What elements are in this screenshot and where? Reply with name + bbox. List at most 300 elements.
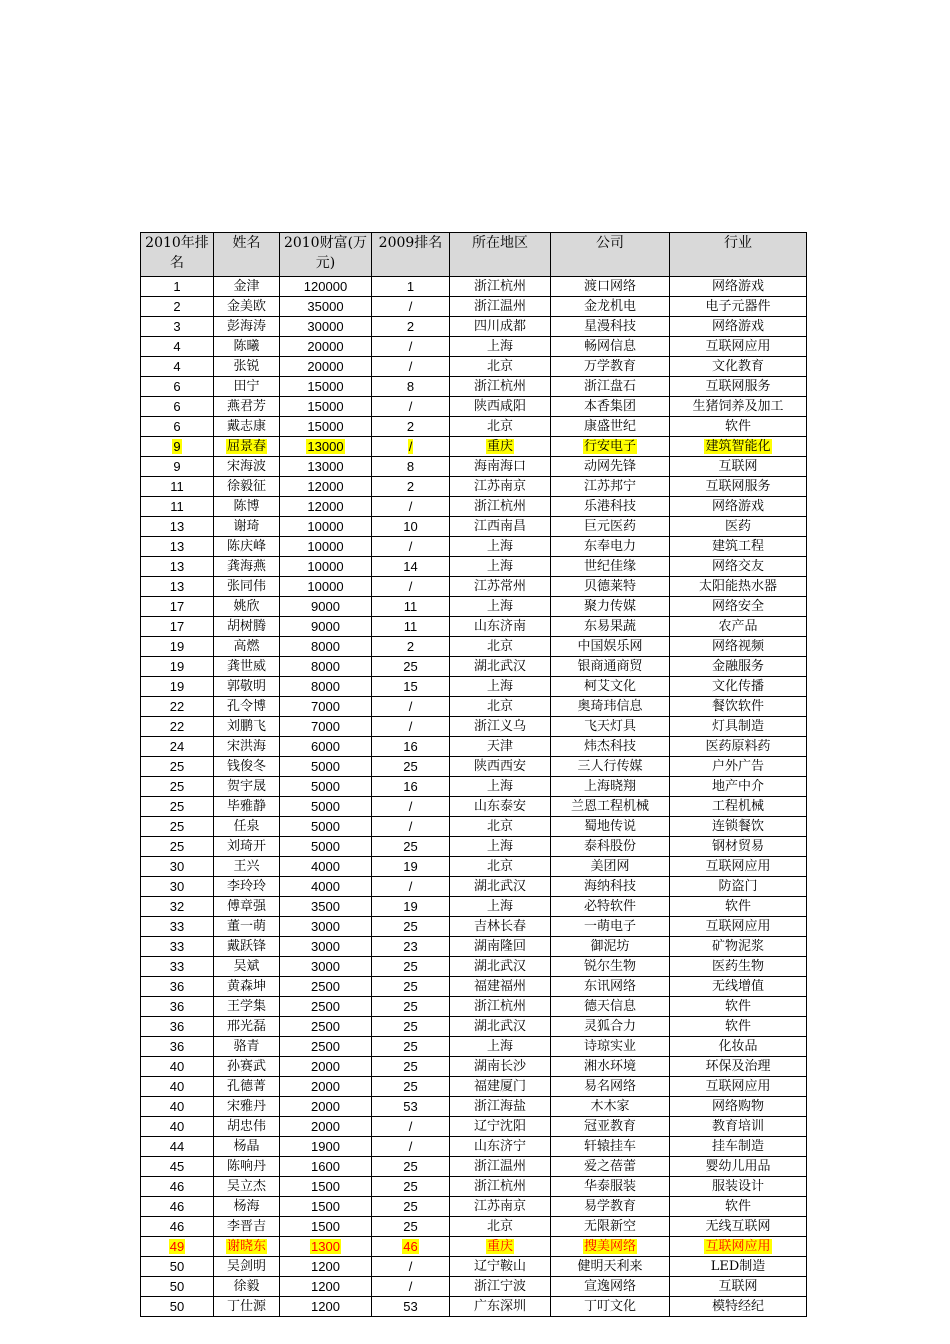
industry-cell: 互联网服务 [670, 477, 807, 497]
rank-2010-cell: 33 [141, 957, 214, 977]
region-cell: 辽宁鞍山 [450, 1257, 551, 1277]
industry-cell [670, 437, 807, 457]
table-row [141, 1017, 807, 1037]
wealth-cell: 2500 [280, 1017, 372, 1037]
rank-2009-cell: / [372, 397, 450, 417]
industry-cell: 环保及治理 [670, 1057, 807, 1077]
rank-2009-cell: / [372, 877, 450, 897]
rank-2010-cell: 33 [141, 937, 214, 957]
name-cell: 陈响丹 [214, 1157, 280, 1177]
rank-2009-cell: 19 [372, 897, 450, 917]
rank-2009-cell: 25 [372, 1197, 450, 1217]
rank-2009-cell: 25 [372, 1017, 450, 1037]
name-cell: 刘鹏飞 [214, 717, 280, 737]
name-cell: 金美欧 [214, 297, 280, 317]
wealth-cell: 2000 [280, 1057, 372, 1077]
wealth-cell: 5000 [280, 817, 372, 837]
rank-2009-cell: / [372, 497, 450, 517]
industry-cell: 电子元器件 [670, 297, 807, 317]
rank-2009-cell: / [372, 357, 450, 377]
company-cell: 炜杰科技 [551, 737, 670, 757]
name-cell: 陈博 [214, 497, 280, 517]
wealth-cell: 3000 [280, 957, 372, 977]
industry-cell: 金融服务 [670, 657, 807, 677]
rank-2009-cell [372, 437, 450, 457]
table-row [141, 1097, 807, 1117]
company-cell: 蜀地传说 [551, 817, 670, 837]
name-cell: 傅章强 [214, 897, 280, 917]
region-cell: 湖北武汉 [450, 1017, 551, 1037]
table-row [141, 957, 807, 977]
name-cell: 郭敬明 [214, 677, 280, 697]
name-cell: 吴剑明 [214, 1257, 280, 1277]
industry-cell: 软件 [670, 897, 807, 917]
region-cell: 湖北武汉 [450, 957, 551, 977]
region-cell: 上海 [450, 837, 551, 857]
rank-2009-cell: 25 [372, 1057, 450, 1077]
rank-2010-cell: 2 [141, 297, 214, 317]
rank-2010-cell: 4 [141, 357, 214, 377]
rank-2009-cell: 2 [372, 417, 450, 437]
header-wealth-2010: 2010财富(万元) [280, 233, 372, 277]
rank-2010-cell: 36 [141, 997, 214, 1017]
company-cell: 无限新空 [551, 1217, 670, 1237]
rank-2009-cell: 15 [372, 677, 450, 697]
region-cell: 浙江杭州 [450, 1177, 551, 1197]
company-cell: 渡口网络 [551, 277, 670, 297]
rank-2009-cell: 11 [372, 597, 450, 617]
rank-2010-cell: 25 [141, 837, 214, 857]
table-row [141, 277, 807, 297]
region-cell: 广东深圳 [450, 1297, 551, 1317]
industry-cell: 地产中介 [670, 777, 807, 797]
industry-cell: 连锁餐饮 [670, 817, 807, 837]
wealth-cell: 15000 [280, 377, 372, 397]
company-cell: 德天信息 [551, 997, 670, 1017]
company-cell [551, 1237, 670, 1257]
name-cell: 刘琦开 [214, 837, 280, 857]
rank-2010-cell: 4 [141, 337, 214, 357]
industry-cell: 互联网应用 [670, 857, 807, 877]
rank-2009-cell: / [372, 817, 450, 837]
table-row [141, 677, 807, 697]
rank-2010-cell: 46 [141, 1197, 214, 1217]
rank-2010-cell: 25 [141, 757, 214, 777]
wealth-cell: 7000 [280, 697, 372, 717]
rank-2009-cell: 53 [372, 1297, 450, 1317]
name-cell: 黄森坤 [214, 977, 280, 997]
rank-2009-cell: / [372, 717, 450, 737]
highlighted-text: 重庆 [486, 1239, 513, 1254]
industry-cell: 互联网应用 [670, 337, 807, 357]
wealth-cell: 4000 [280, 877, 372, 897]
industry-cell: 模特经纪 [670, 1297, 807, 1317]
industry-cell: 医药 [670, 517, 807, 537]
industry-cell: 软件 [670, 997, 807, 1017]
rank-2009-cell: 25 [372, 657, 450, 677]
industry-cell: 建筑工程 [670, 537, 807, 557]
name-cell [214, 437, 280, 457]
name-cell: 毕雅静 [214, 797, 280, 817]
company-cell: 三人行传媒 [551, 757, 670, 777]
region-cell: 浙江义乌 [450, 717, 551, 737]
region-cell: 海南海口 [450, 457, 551, 477]
wealth-cell: 5000 [280, 837, 372, 857]
name-cell: 田宁 [214, 377, 280, 397]
rank-2010-cell: 46 [141, 1177, 214, 1197]
name-cell: 龚世威 [214, 657, 280, 677]
industry-cell: 矿物泥浆 [670, 937, 807, 957]
industry-cell: LED制造 [670, 1257, 807, 1277]
wealth-cell: 7000 [280, 717, 372, 737]
company-cell: 健明天利来 [551, 1257, 670, 1277]
company-cell: 丁叮文化 [551, 1297, 670, 1317]
wealth-cell: 9000 [280, 617, 372, 637]
region-cell: 陕西西安 [450, 757, 551, 777]
region-cell: 上海 [450, 777, 551, 797]
company-cell: 御泥坊 [551, 937, 670, 957]
industry-cell: 服装设计 [670, 1177, 807, 1197]
industry-cell: 医药原料药 [670, 737, 807, 757]
table-row [141, 757, 807, 777]
rank-2010-cell: 19 [141, 657, 214, 677]
rank-2009-cell: 25 [372, 997, 450, 1017]
wealth-cell: 1900 [280, 1137, 372, 1157]
rank-2010-cell: 36 [141, 1017, 214, 1037]
industry-cell: 钢材贸易 [670, 837, 807, 857]
region-cell: 北京 [450, 857, 551, 877]
rank-2010-cell: 46 [141, 1217, 214, 1237]
company-cell: 江苏邦宁 [551, 477, 670, 497]
wealth-cell: 12000 [280, 477, 372, 497]
industry-cell [670, 1237, 807, 1257]
highlighted-text: 1300 [311, 1239, 340, 1254]
rank-2009-cell: / [372, 797, 450, 817]
name-cell: 金津 [214, 277, 280, 297]
wealth-cell: 1200 [280, 1297, 372, 1317]
industry-cell: 农产品 [670, 617, 807, 637]
region-cell: 福建厦门 [450, 1077, 551, 1097]
wealth-cell: 10000 [280, 517, 372, 537]
wealth-cell: 1200 [280, 1277, 372, 1297]
company-cell: 一萌电子 [551, 917, 670, 937]
rank-2010-cell: 6 [141, 417, 214, 437]
region-cell: 湖北武汉 [450, 657, 551, 677]
name-cell: 任泉 [214, 817, 280, 837]
region-cell: 湖北武汉 [450, 877, 551, 897]
rank-2009-cell: 16 [372, 777, 450, 797]
region-cell: 上海 [450, 537, 551, 557]
wealth-cell: 1500 [280, 1197, 372, 1217]
wealth-cell: 15000 [280, 397, 372, 417]
name-cell: 吴立杰 [214, 1177, 280, 1197]
region-cell: 北京 [450, 697, 551, 717]
wealth-cell: 8000 [280, 657, 372, 677]
name-cell: 宋雅丹 [214, 1097, 280, 1117]
region-cell: 陕西咸阳 [450, 397, 551, 417]
industry-cell: 互联网服务 [670, 377, 807, 397]
table-row [141, 897, 807, 917]
rank-2010-cell: 19 [141, 637, 214, 657]
rank-2010-cell: 25 [141, 777, 214, 797]
rank-2010-cell: 30 [141, 857, 214, 877]
highlighted-text: 49 [169, 1239, 185, 1254]
name-cell: 孙赛武 [214, 1057, 280, 1077]
name-cell: 徐毅征 [214, 477, 280, 497]
wealth-cell: 3500 [280, 897, 372, 917]
name-cell: 李晋吉 [214, 1217, 280, 1237]
industry-cell: 灯具制造 [670, 717, 807, 737]
rank-2009-cell: / [372, 697, 450, 717]
name-cell: 姚欣 [214, 597, 280, 617]
company-cell: 美团网 [551, 857, 670, 877]
rank-2010-cell: 13 [141, 517, 214, 537]
rank-2010-cell: 36 [141, 1037, 214, 1057]
name-cell: 李玲玲 [214, 877, 280, 897]
header-region: 所在地区 [450, 233, 551, 277]
region-cell: 浙江温州 [450, 297, 551, 317]
table-row [141, 737, 807, 757]
company-cell: 星漫科技 [551, 317, 670, 337]
header-rank-2009: 2009排名 [372, 233, 450, 277]
rank-2009-cell: / [372, 537, 450, 557]
name-cell: 胡树腾 [214, 617, 280, 637]
rank-2010-cell: 22 [141, 697, 214, 717]
region-cell: 天津 [450, 737, 551, 757]
rank-2010-cell: 6 [141, 377, 214, 397]
rank-2009-cell: 2 [372, 637, 450, 657]
name-cell: 董一萌 [214, 917, 280, 937]
rank-2009-cell: 25 [372, 1177, 450, 1197]
rank-2010-cell: 13 [141, 577, 214, 597]
rank-2010-cell: 13 [141, 557, 214, 577]
company-cell: 海纳科技 [551, 877, 670, 897]
table-row [141, 1197, 807, 1217]
region-cell: 上海 [450, 677, 551, 697]
company-cell: 浙江盘石 [551, 377, 670, 397]
industry-cell: 互联网应用 [670, 917, 807, 937]
industry-cell: 医药生物 [670, 957, 807, 977]
highlighted-text: 互联网应用 [705, 1239, 771, 1254]
header-company: 公司 [551, 233, 670, 277]
industry-cell: 工程机械 [670, 797, 807, 817]
name-cell: 王兴 [214, 857, 280, 877]
wealth-cell: 5000 [280, 797, 372, 817]
rank-2010-cell: 19 [141, 677, 214, 697]
region-cell: 北京 [450, 357, 551, 377]
company-cell: 轩辕挂车 [551, 1137, 670, 1157]
region-cell: 江苏南京 [450, 477, 551, 497]
table-row [141, 477, 807, 497]
table-row [141, 837, 807, 857]
rank-2009-cell: 11 [372, 617, 450, 637]
company-cell: 东易果蔬 [551, 617, 670, 637]
region-cell: 四川成都 [450, 317, 551, 337]
table-row [141, 457, 807, 477]
region-cell: 浙江温州 [450, 1157, 551, 1177]
company-cell: 湘水环境 [551, 1057, 670, 1077]
name-cell: 杨海 [214, 1197, 280, 1217]
region-cell: 江西南昌 [450, 517, 551, 537]
table-row [141, 617, 807, 637]
name-cell: 高燃 [214, 637, 280, 657]
company-cell: 灵狐合力 [551, 1017, 670, 1037]
header-rank-2010: 2010年排名 [141, 233, 214, 277]
name-cell: 谢琦 [214, 517, 280, 537]
table-row [141, 1157, 807, 1177]
company-cell: 银商通商贸 [551, 657, 670, 677]
rank-2010-cell: 40 [141, 1097, 214, 1117]
region-cell: 北京 [450, 817, 551, 837]
rank-2009-cell: / [372, 1117, 450, 1137]
table-row [141, 1217, 807, 1237]
wealth-cell: 1200 [280, 1257, 372, 1277]
highlighted-text: 谢晓东 [226, 1239, 266, 1254]
region-cell: 浙江杭州 [450, 277, 551, 297]
company-cell: 万学教育 [551, 357, 670, 377]
wealth-cell: 5000 [280, 777, 372, 797]
region-cell: 上海 [450, 557, 551, 577]
rank-2010-cell: 45 [141, 1157, 214, 1177]
company-cell: 易学教育 [551, 1197, 670, 1217]
wealth-cell: 13000 [280, 457, 372, 477]
company-cell [551, 437, 670, 457]
table-row [141, 597, 807, 617]
table-row [141, 1297, 807, 1317]
rank-2010-cell [141, 437, 214, 457]
highlighted-text: 行安电子 [583, 439, 636, 454]
company-cell: 兰恩工程机械 [551, 797, 670, 817]
rank-2009-cell: / [372, 297, 450, 317]
region-cell: 浙江杭州 [450, 377, 551, 397]
industry-cell: 互联网应用 [670, 1077, 807, 1097]
table-row [141, 1257, 807, 1277]
rank-2009-cell: 2 [372, 317, 450, 337]
table-row [141, 337, 807, 357]
table-row [141, 377, 807, 397]
industry-cell: 网络游戏 [670, 497, 807, 517]
region-cell: 山东济南 [450, 617, 551, 637]
company-cell: 中国娱乐网 [551, 637, 670, 657]
region-cell: 浙江宁波 [450, 1277, 551, 1297]
industry-cell: 互联网 [670, 457, 807, 477]
rank-2010-cell [141, 1237, 214, 1257]
table-row [141, 697, 807, 717]
industry-cell: 文化教育 [670, 357, 807, 377]
wealth-cell: 1600 [280, 1157, 372, 1177]
rank-2010-cell: 40 [141, 1117, 214, 1137]
name-cell: 杨晶 [214, 1137, 280, 1157]
wealth-cell: 2000 [280, 1077, 372, 1097]
table-row [141, 797, 807, 817]
region-cell: 山东泰安 [450, 797, 551, 817]
rank-2010-cell: 17 [141, 597, 214, 617]
rank-2010-cell: 30 [141, 877, 214, 897]
header-name: 姓名 [214, 233, 280, 277]
rank-2009-cell: / [372, 337, 450, 357]
wealth-cell: 6000 [280, 737, 372, 757]
company-cell: 上海晓翔 [551, 777, 670, 797]
region-cell: 吉林长春 [450, 917, 551, 937]
company-cell: 贝德莱特 [551, 577, 670, 597]
region-cell: 福建福州 [450, 977, 551, 997]
rank-2010-cell: 11 [141, 497, 214, 517]
table-row [141, 717, 807, 737]
table-row [141, 1117, 807, 1137]
wealth-cell: 3000 [280, 937, 372, 957]
table-row [141, 497, 807, 517]
table-row [141, 937, 807, 957]
region-cell [450, 1237, 551, 1257]
name-cell: 彭海涛 [214, 317, 280, 337]
company-cell: 世纪佳缘 [551, 557, 670, 577]
industry-cell: 软件 [670, 1197, 807, 1217]
rank-2009-cell: 25 [372, 1037, 450, 1057]
table-row [141, 517, 807, 537]
table-row [141, 537, 807, 557]
wealth-cell: 5000 [280, 757, 372, 777]
region-cell: 北京 [450, 637, 551, 657]
rank-2010-cell: 33 [141, 917, 214, 937]
wealth-cell: 4000 [280, 857, 372, 877]
name-cell: 戴志康 [214, 417, 280, 437]
table-row [141, 1037, 807, 1057]
name-cell: 邢光磊 [214, 1017, 280, 1037]
table-row [141, 437, 807, 457]
company-cell: 易名网络 [551, 1077, 670, 1097]
table-row [141, 297, 807, 317]
table-row [141, 557, 807, 577]
industry-cell: 无线增值 [670, 977, 807, 997]
rank-2009-cell: 25 [372, 837, 450, 857]
company-cell: 必特软件 [551, 897, 670, 917]
industry-cell: 挂车制造 [670, 1137, 807, 1157]
table-row [141, 1057, 807, 1077]
rank-2009-cell: 25 [372, 1157, 450, 1177]
highlighted-text: 搜美网络 [583, 1239, 636, 1254]
rank-2010-cell: 1 [141, 277, 214, 297]
name-cell: 丁仕源 [214, 1297, 280, 1317]
company-cell: 动网先锋 [551, 457, 670, 477]
name-cell: 龚海燕 [214, 557, 280, 577]
wealth-cell: 3000 [280, 917, 372, 937]
rank-2009-cell: 25 [372, 957, 450, 977]
wealth-cell: 2500 [280, 1037, 372, 1057]
table-row [141, 397, 807, 417]
company-cell: 柯艾文化 [551, 677, 670, 697]
rank-2009-cell: / [372, 1137, 450, 1157]
region-cell: 辽宁沈阳 [450, 1117, 551, 1137]
wealth-cell: 2500 [280, 997, 372, 1017]
company-cell: 爱之蓓蕾 [551, 1157, 670, 1177]
company-cell: 巨元医药 [551, 517, 670, 537]
rank-2009-cell: / [372, 577, 450, 597]
region-cell [450, 437, 551, 457]
region-cell: 浙江杭州 [450, 497, 551, 517]
rank-2010-cell: 50 [141, 1277, 214, 1297]
table-row [141, 317, 807, 337]
wealth-cell [280, 437, 372, 457]
industry-cell: 太阳能热水器 [670, 577, 807, 597]
rank-2009-cell: 25 [372, 757, 450, 777]
rank-2009-cell: 8 [372, 457, 450, 477]
wealth-cell: 120000 [280, 277, 372, 297]
rank-2009-cell: 23 [372, 937, 450, 957]
ranking-table [140, 232, 807, 1317]
rank-2009-cell: 53 [372, 1097, 450, 1117]
wealth-cell: 1500 [280, 1217, 372, 1237]
company-cell: 乐港科技 [551, 497, 670, 517]
